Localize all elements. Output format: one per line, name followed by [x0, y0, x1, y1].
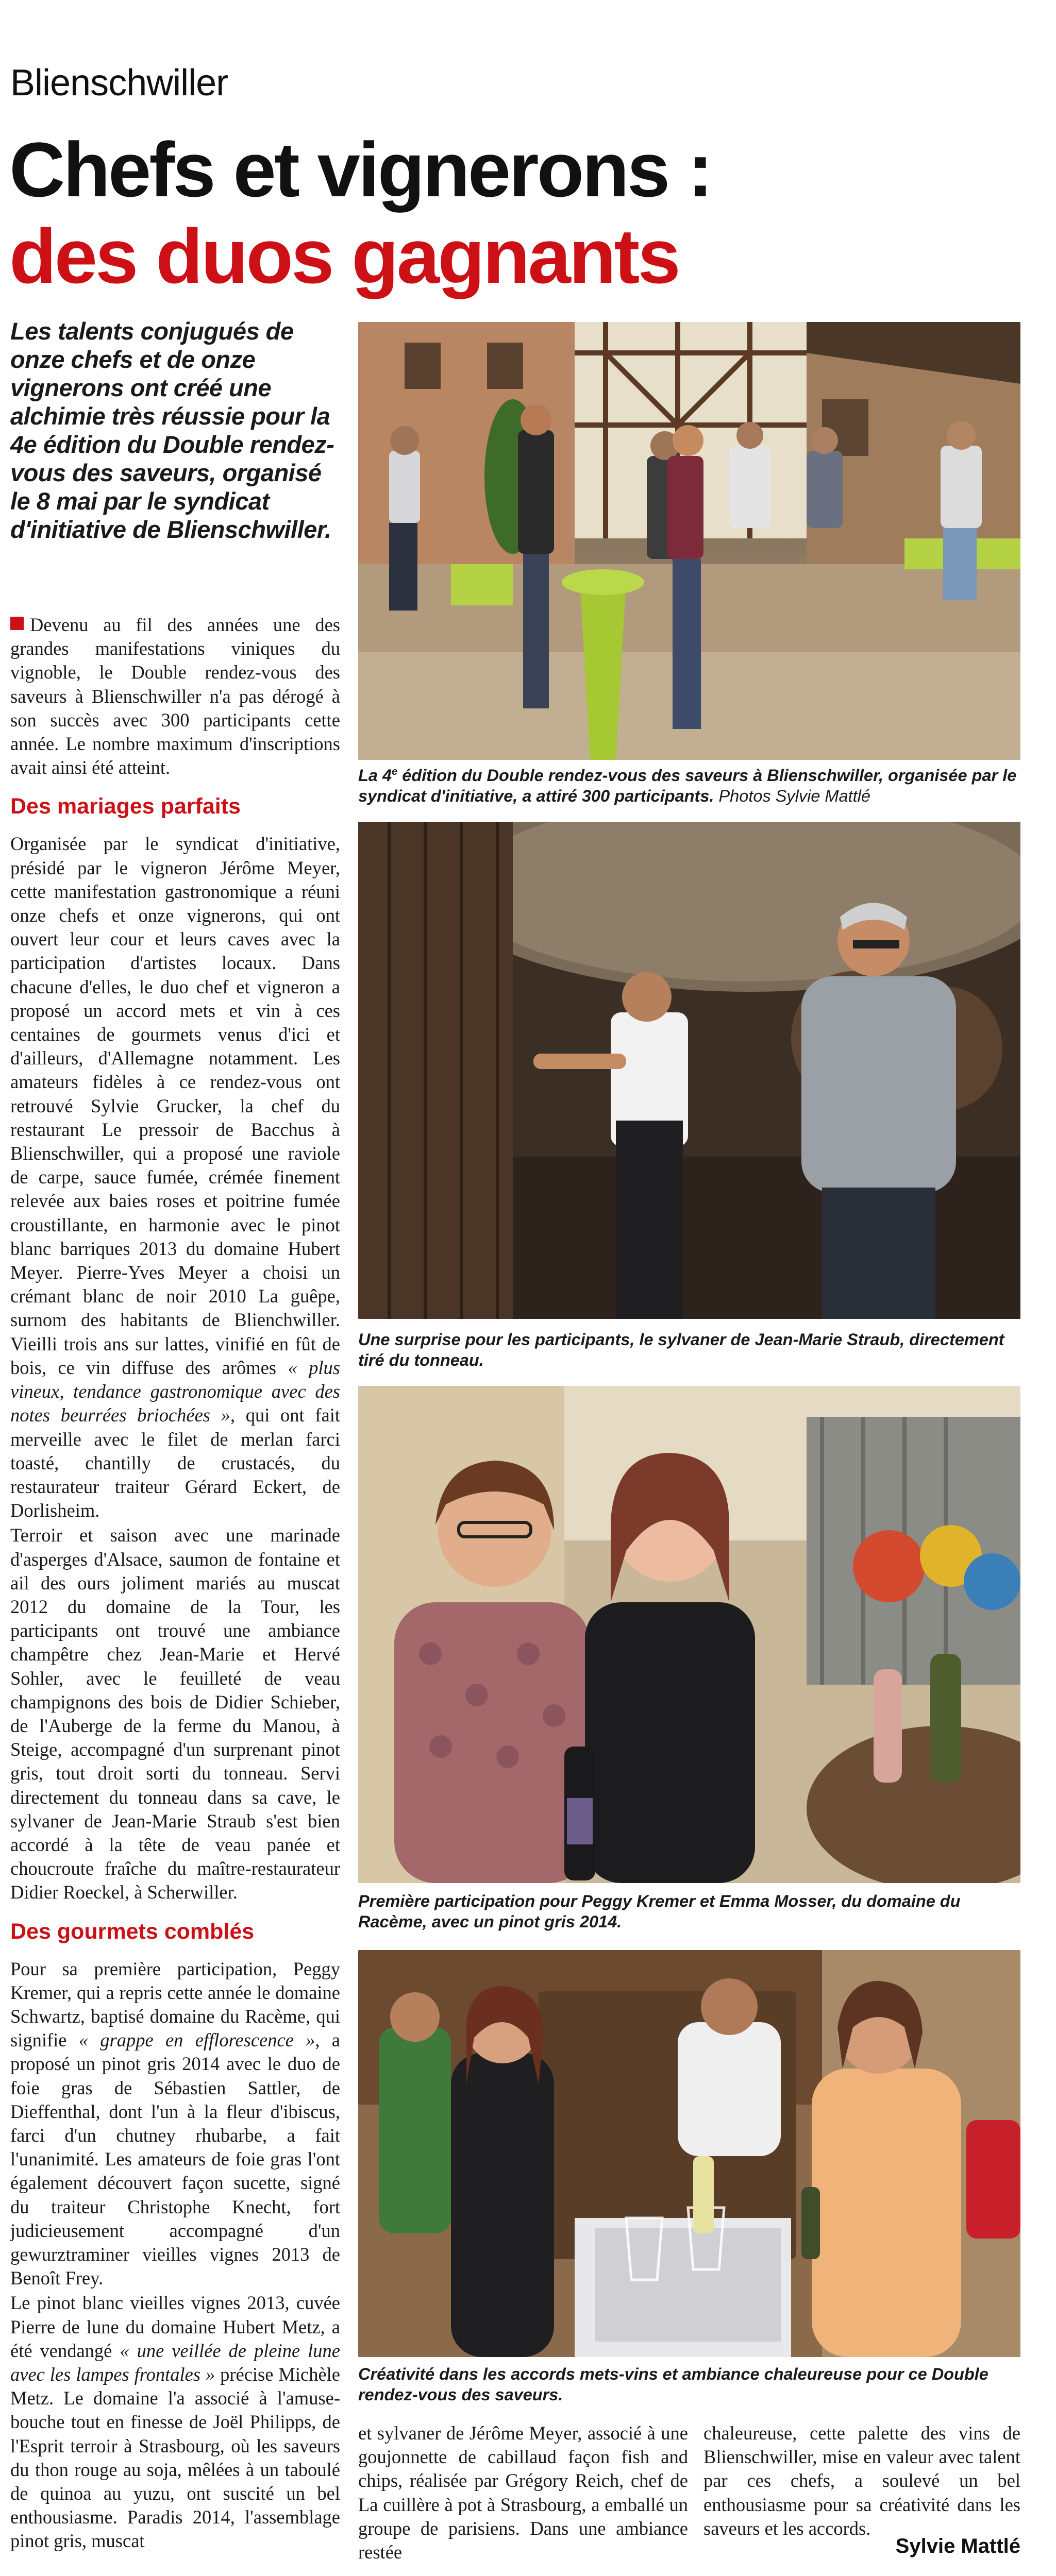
photo-cellar-barrel [358, 822, 1020, 1319]
red-square-bullet-icon [10, 617, 24, 630]
photo-courtyard-crowd [358, 322, 1020, 760]
article-column-3 [703, 2421, 1020, 2541]
subheading-mariages: Des mariages parfaits [10, 794, 241, 819]
photo-wine-stand [358, 1950, 1020, 2357]
standfirst-text: Les talents conjugués de onze chefs et de onze vignerons ont créé une alchimie très réussie pour la 4e édition du Double rendez-vous des saveurs, organisé le 8 mai par le syndicat d'initiative de Blienschwiller. [10, 317, 334, 543]
intro-paragraph: Devenu au fil des années une des grandes manifestations viniques du vignoble, le Double rendez-vous des saveurs à Blienschwiller n'a pas dérogé à son succès avec 300 participants cette année. Le nombre maximum d'inscriptions avait ainsi été atteint. [10, 614, 340, 778]
photo-credit: Photos Sylvie Mattlé [714, 787, 870, 805]
body-paragraph: chaleureuse, cette palette des vins de Blienschwiller, mise en valeur avec talent par ces chefs, a soulevé un bel enthousiasme pour sa créativité dans les saveurs et les accords. [703, 2422, 1020, 2539]
quote: « grappe en efflorescence » [78, 2029, 315, 2051]
body-paragraph: Pour sa première participation, Peggy Kremer, qui a repris cette année le domaine Schwartz, baptisé domaine du Racème, qui signifie « grappe en efflorescence », a proposé un pinot gris 2014 avec le duo de foie gras de Sébastien Sattler, de Dieffenthal, dont l'un à la fleur d'ibiscus, farci d'un chutney rhubarbe, a fait l'unanimité. Les amateurs de foie gras l'ont également découvert façon sucette, signé du traiteur Christophe Knecht, fort judicieusement accompagné d'un gewurztraminer vieilles vignes 2013 de Benoît Frey. [10, 1958, 341, 2289]
article-standfirst [10, 317, 340, 544]
photo-caption-3: Première participation pour Peggy Kremer et Emma Mosser, du domaine du Racème, avec un pinot gris 2014. [358, 1892, 961, 1931]
author-signature: Sylvie Mattlé [895, 2535, 1020, 2557]
quote: « plus vineux, tendance gastronomique avec des notes beurrées briochées » [10, 1357, 340, 1426]
quote: « une veillée de pleine lune avec les lampes frontales » [10, 2340, 340, 2385]
headline-line-2: des duos gagnants [9, 213, 679, 299]
article-kicker: Blienschwiller [10, 62, 228, 104]
body-paragraph: et sylvaner de Jérôme Meyer, associé à une goujonnette de cabillaud façon fish and chips, réalisée par Grégory Reich, chef de La cuillère à pot à Strasbourg, a emballé un groupe de parisiens. Dans une ambiance restée [358, 2422, 688, 2563]
body-paragraph: Organisée par le syndicat d'initiative, présidé par le vigneron Jérôme Meyer, cette manifestation gastronomique a réuni onze chefs et onze vignerons, qui ont ouvert leur cour et leurs caves avec la participation d'artistes locaux. Dans chacune d'elles, le duo chef et vigneron a proposé un accord mets et vin à ces centaines de gourmets venus d'ici et d'ailleurs, d'Allemagne notamment. Les amateurs fidèles à ce rendez-vous ont retrouvé Sylvie Grucker, la chef du restaurant Le pressoir de Bacchus à Blienschwiller, qui a proposé une raviole de carpe, sauce fumée, crémée finement relevée aux baies roses et poitrine fumée croustillante, en harmonie avec le pinot blanc barriques 2013 du domaine Hubert Meyer. Pierre-Yves Meyer a choisi un crémant blanc de noir 2010 La guêpe, surnom des habitants de Blienchwiller. Vieilli trois ans sur lattes, vinifié en fût de bois, ce vin diffuse des arômes « plus vineux, tendance gastronomique avec des notes beurrées briochées », qui ont fait merveille avec le filet de merlan farci toasté, chantilly de crustacés, du restaurateur traiteur Gérard Eckert, de Dorlisheim. [10, 833, 340, 1521]
article-column-2 [358, 2421, 688, 2565]
headline-line-1: Chefs et vignerons : [9, 126, 711, 213]
body-paragraph: Terroir et saison avec une marinade d'asperges d'Alsace, saumon de fontaine et ail des ours joliment mariés au muscat 2012 du domaine de la Tour, les participants ont trouvé une ambiance champêtre chez Jean-Marie et Hervé Sohler, avec le feuilleté de veau champignons des bois de Didier Schieber, de l'Auberge de la ferme du Manou, à Steige, accompagné d'un surprenant pinot gris, tout droit sorti du tonneau. Servi directement du tonneau dans sa cave, le sylvaner de Jean-Marie Straub s'est bien accordé à la tête de veau panée et choucroute fraîche du maître-restaurateur Didier Roeckel, à Scherwiller. [10, 1524, 340, 1903]
photo-caption-1: La 4e édition du Double rendez-vous des saveurs à Blienschwiller, organisée par le syndicat d'initiative, a attiré 300 participants. Photos Sylvie Mattlé [358, 766, 1017, 805]
subheading-gourmets: Des gourmets comblés [10, 1919, 255, 1944]
photo-women-wine [358, 1386, 1020, 1883]
photo-caption-4: Créativité dans les accords mets-vins et ambiance chaleureuse pour ce Double rendez-vous des saveurs. [358, 2365, 988, 2404]
body-paragraph: Le pinot blanc vieilles vignes 2013, cuvée Pierre de lune du domaine Hubert Metz, a été vendangé « une veillée de pleine lune avec les lampes frontales » précise Michèle Metz. Le domaine l'a associé à l'amuse-bouche tout en finesse de Joël Philipps, de l'Esprit terroir à Strasbourg, où les saveurs du thon rouge au soja, mêlées à un taboulé de quinoa au yuzu, ont suscité un bel enthousiasme. Paradis 2014, l'assemblage pinot gris, muscat [10, 2292, 340, 2552]
article-headline [9, 126, 711, 299]
article-column-1 [10, 613, 340, 2554]
photo-caption-2: Une surprise pour les participants, le sylvaner de Jean-Marie Straub, directement tiré du tonneau. [358, 1330, 1004, 1369]
